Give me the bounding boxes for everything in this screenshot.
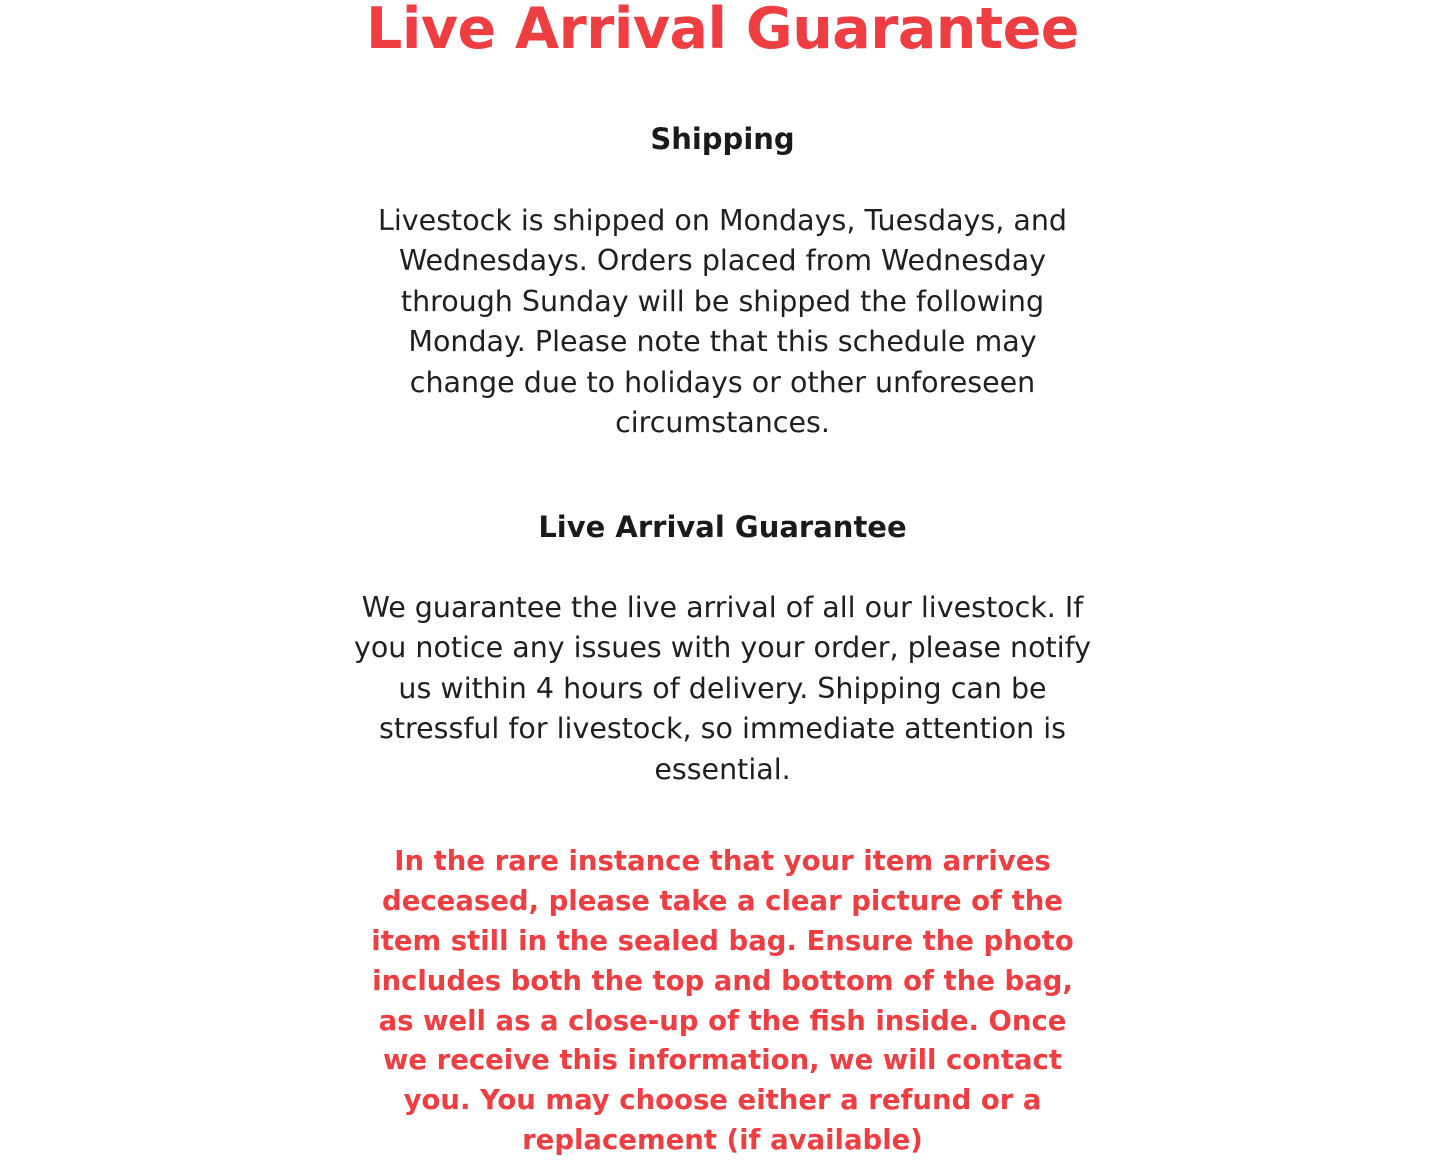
section-emphasis-deceased-item-policy: In the rare instance that your item arrives deceased, please take a clear picture of the item still in the sealed bag. Ensure the photo includes both the top and bottom of the bag, as well as a close-up of the fish inside. Once we receive this information, we will contact you. You may choose either a refund or a replacement (if available) xyxy=(371,845,1074,1157)
section-heading-live-arrival-guarantee: Live Arrival Guarantee xyxy=(538,509,907,544)
section-body-live-arrival-guarantee: We guarantee the live arrival of all our livestock. If you notice any issues with your order, please notify us within 4 hours of delivery. Shipping can be stressful for livestock, so immediate attention is essential. xyxy=(353,590,1092,786)
section-body-shipping: Livestock is shipped on Mondays, Tuesdays, and Wednesdays. Orders placed from Wednesday through Sunday will be shipped the following Monday. Please note that this schedule may change due to holidays or other unforeseen circumstances. xyxy=(378,203,1067,440)
section-heading-shipping: Shipping xyxy=(650,121,795,156)
page-title: Live Arrival Guarantee xyxy=(366,0,1079,62)
